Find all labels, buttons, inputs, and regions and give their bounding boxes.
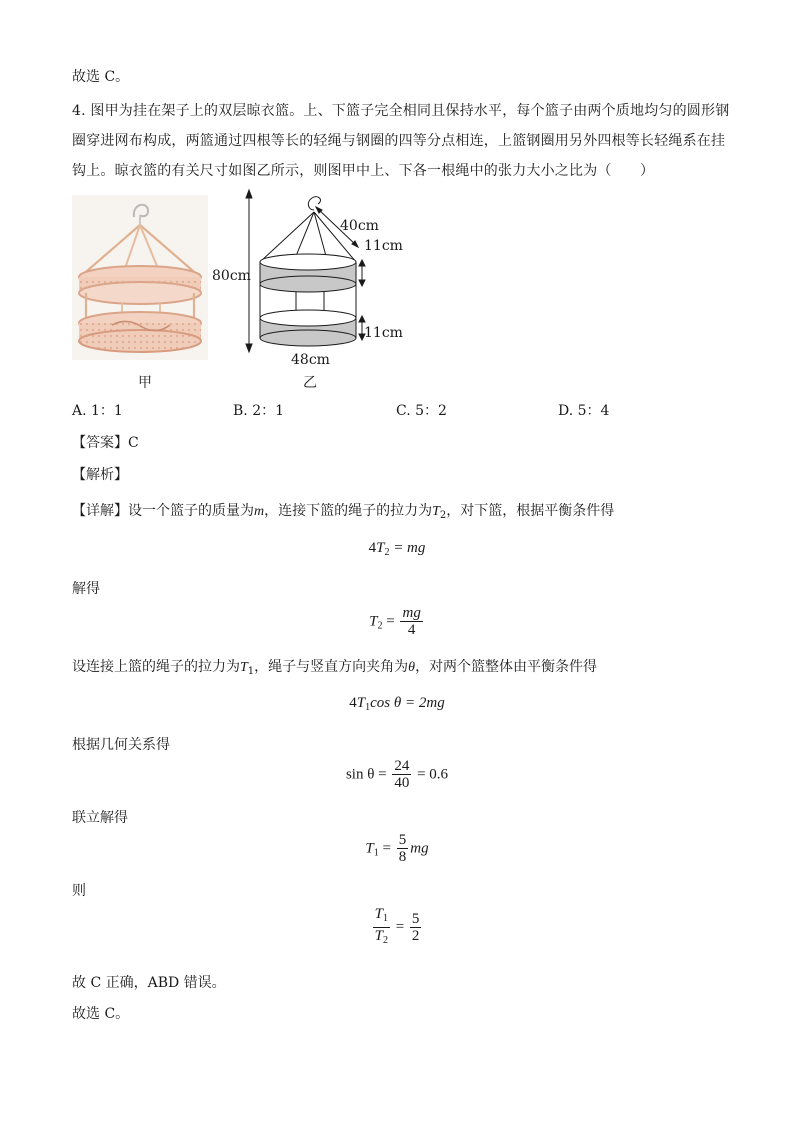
figure-caption-jia: 甲: [138, 375, 152, 391]
diameter-label: 48cm: [291, 352, 330, 368]
option-c: C. 5：2: [396, 403, 447, 419]
option-a: A. 1：1: [72, 403, 123, 419]
equation-5: $T_1$ = $\frac{5}{8}$ mg: [365, 832, 429, 865]
question-line-2: 圈穿进网布构成，两篮通过四根等长的轻绳与钢圈的四等分点相连，上篮钢圈用另外四根等长轻绳系在挂: [72, 133, 726, 149]
solve-label: 解得: [72, 581, 100, 597]
upper-basket-height-label: 11cm: [364, 238, 403, 254]
final-answer-line: 故选 C。: [72, 1006, 130, 1022]
question-line-1: 4. 图甲为挂在架子上的双层晾衣篮。上、下篮子完全相同且保持水平，每个篮子由两个质地均匀的圆形钢: [72, 103, 730, 119]
drying-basket-photo: [72, 195, 208, 360]
option-d: D. 5：4: [558, 403, 610, 419]
option-b: B. 2：1: [233, 403, 285, 419]
equation-2: $T_2$ = $\frac{mg}{4}$: [369, 605, 421, 638]
combine-label: 联立解得: [72, 810, 128, 826]
conclusion-line: 故 C 正确，ABD 错误。: [72, 975, 226, 991]
previous-conclusion: 故选 C。: [72, 69, 130, 85]
height-label: 80cm: [212, 268, 251, 284]
equation-1: $4T_2$ = mg: [368, 540, 426, 558]
geometry-label: 根据几何关系得: [72, 737, 170, 753]
equation-6: $\frac{T_1}{T_2}$ = $\frac{5}{2}$: [0, 906, 794, 949]
equation-4: sin θ = $\frac{24}{40}$ = 0.6: [345, 758, 449, 791]
figure-caption-yi: 乙: [303, 375, 317, 391]
then-label: 则: [72, 883, 86, 899]
upper-rope-line: 设连接上篮的绳子的拉力为$T_1$，绳子与竖直方向夹角为θ，对两个篮整体由平衡条件得: [72, 659, 598, 677]
detail-line: 【详解】设一个篮子的质量为m，连接下篮的绳子的拉力为$T_2$，对下篮，根据平衡条件得: [72, 503, 615, 521]
analysis-header: 【解析】: [72, 467, 128, 483]
lower-basket-height-label: 11cm: [364, 325, 403, 341]
question-line-3: 钩上。晾衣篮的有关尺寸如图乙所示，则图甲中上、下各一根绳中的张力大小之比为（ ）: [72, 163, 655, 179]
answer: 【答案】C: [72, 435, 139, 451]
equation-3: $4T_1\cos$ θ = 2mg: [349, 695, 445, 713]
rope-length-label: 40cm: [340, 218, 379, 234]
